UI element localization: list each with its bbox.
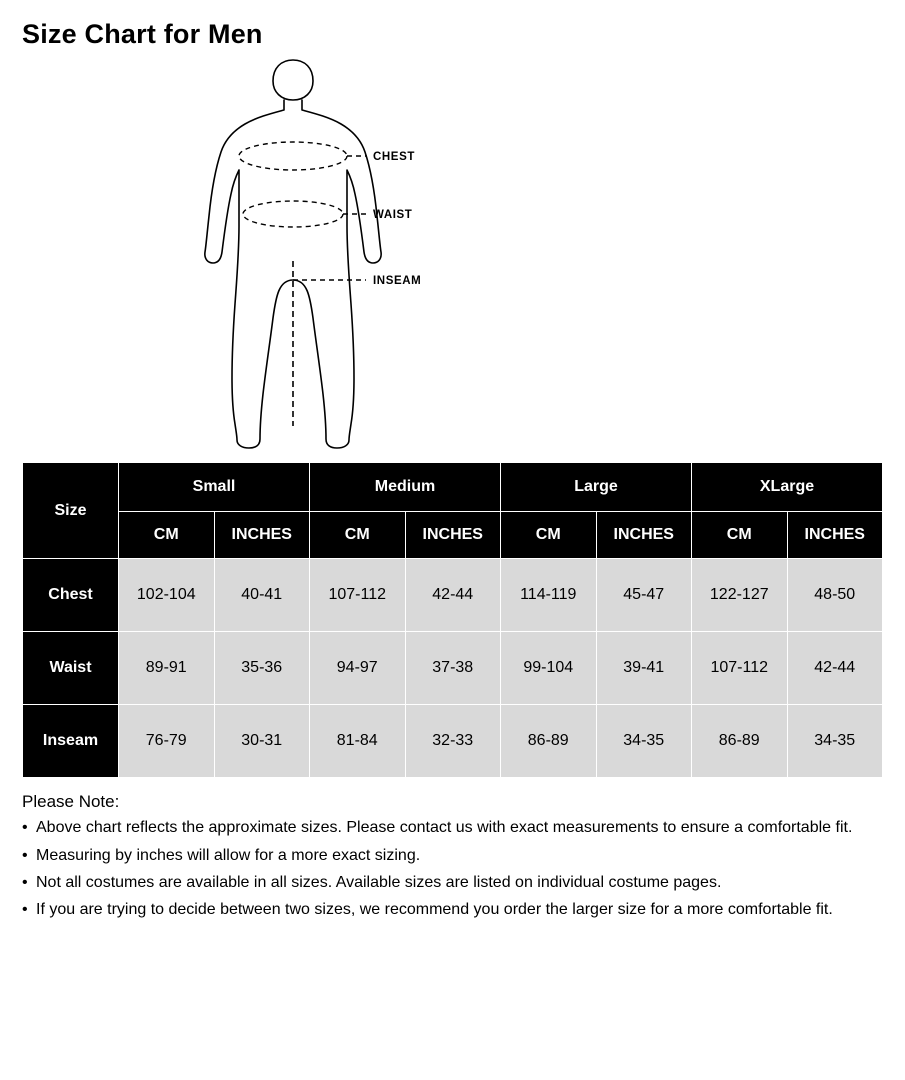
size-chart-table [22,462,883,778]
waist-measure-ellipse [243,201,343,227]
unit-header-xlarge-inches: INCHES [787,512,883,559]
inseam-label: INSEAM [372,275,421,288]
male-figure-illustration [153,56,753,456]
unit-header-medium-inches: INCHES [405,512,501,559]
unit-header-large-cm: CM [501,512,597,559]
cell-chest-small-inches: 40-41 [214,559,310,632]
cell-waist-small-inches: 35-36 [214,632,310,705]
cell-chest-xlarge-inches: 48-50 [787,559,883,632]
cell-chest-small-cm: 102-104 [119,559,215,632]
table-row [23,632,883,705]
cell-waist-large-cm: 99-104 [501,632,597,705]
list-item: • If you are trying to decide between two sizes, we recommend you order the larger size for a more comfortable fit. [22,898,883,921]
group-header-large: Large [501,463,692,512]
row-label-inseam: Inseam [23,705,119,778]
table-header-group-row [23,463,883,512]
cell-inseam-small-cm: 76-79 [119,705,215,778]
cell-inseam-large-inches: 34-35 [596,705,692,778]
cell-inseam-xlarge-inches: 34-35 [787,705,883,778]
group-header-small: Small [119,463,310,512]
unit-header-small-cm: CM [119,512,215,559]
chest-label: CHEST [372,151,415,164]
cell-inseam-medium-cm: 81-84 [310,705,406,778]
table-corner-size-label: Size [23,463,119,559]
waist-label: WAIST [372,209,412,222]
cell-waist-xlarge-cm: 107-112 [692,632,788,705]
cell-waist-medium-cm: 94-97 [310,632,406,705]
cell-waist-xlarge-inches: 42-44 [787,632,883,705]
list-item: • Measuring by inches will allow for a more exact sizing. [22,844,883,867]
notes-list [22,816,883,921]
cell-waist-large-inches: 39-41 [596,632,692,705]
cell-chest-medium-cm: 107-112 [310,559,406,632]
cell-chest-large-inches: 45-47 [596,559,692,632]
page-title: Size Chart for Men [22,19,263,49]
unit-header-small-inches: INCHES [214,512,310,559]
row-label-waist: Waist [23,632,119,705]
cell-chest-large-cm: 114-119 [501,559,597,632]
table-row [23,559,883,632]
chest-measure-ellipse [239,142,347,170]
list-item: • Not all costumes are available in all sizes. Available sizes are listed on individual costume pages. [22,871,883,894]
unit-header-large-inches: INCHES [596,512,692,559]
body-measurement-diagram [22,56,883,456]
table-header-unit-row [23,512,883,559]
notes-heading: Please Note: [22,792,120,812]
row-label-chest: Chest [23,559,119,632]
cell-waist-small-cm: 89-91 [119,632,215,705]
cell-chest-xlarge-cm: 122-127 [692,559,788,632]
unit-header-xlarge-cm: CM [692,512,788,559]
unit-header-medium-cm: CM [310,512,406,559]
cell-inseam-xlarge-cm: 86-89 [692,705,788,778]
list-item: • Above chart reflects the approximate sizes. Please contact us with exact measurements to ensure a comfortable fit. [22,816,883,839]
cell-waist-medium-inches: 37-38 [405,632,501,705]
cell-inseam-large-cm: 86-89 [501,705,597,778]
cell-inseam-medium-inches: 32-33 [405,705,501,778]
table-row [23,705,883,778]
cell-inseam-small-inches: 30-31 [214,705,310,778]
cell-chest-medium-inches: 42-44 [405,559,501,632]
group-header-medium: Medium [310,463,501,512]
group-header-xlarge: XLarge [692,463,883,512]
